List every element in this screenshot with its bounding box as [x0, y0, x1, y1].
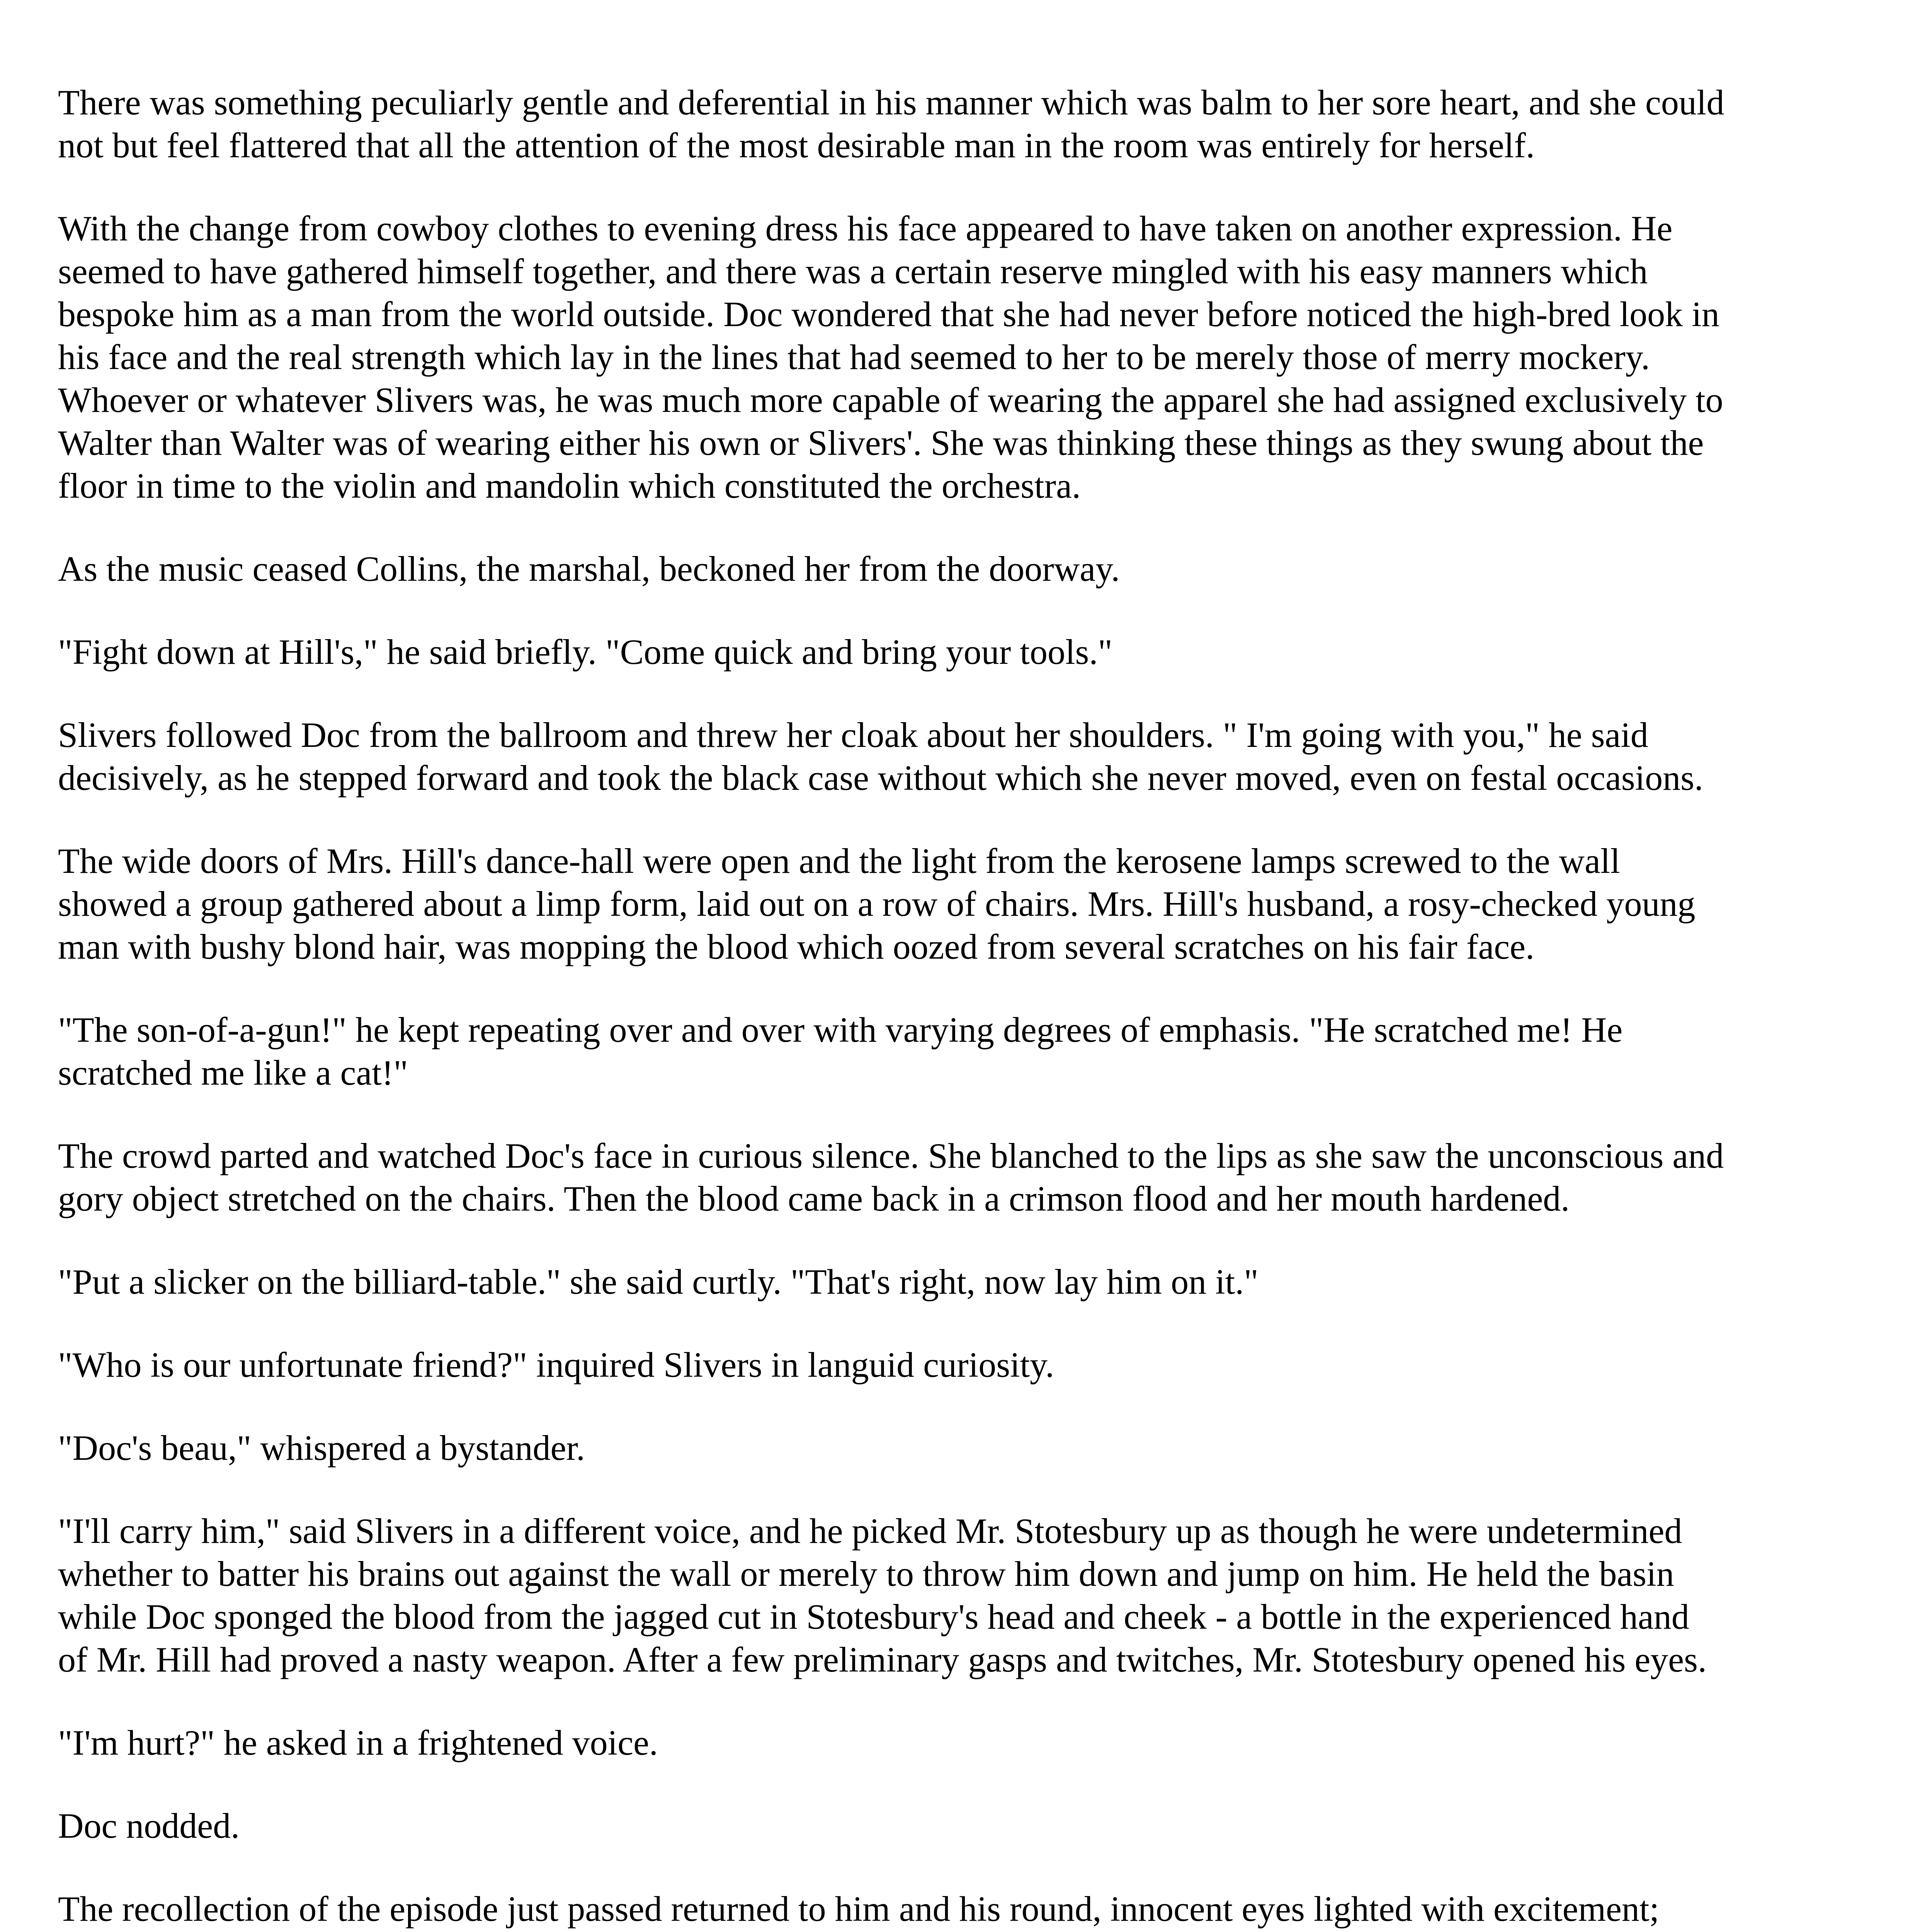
paragraph-11: "Doc's beau," whispered a bystander. [58, 1428, 585, 1468]
paragraph-15: The recollection of the episode just passed returned to him and his round, innocent eyes lighted with excitement; [58, 1889, 1659, 1929]
paragraph-3: As the music ceased Collins, the marshal, beckoned her from the doorway. [58, 549, 1120, 588]
paragraph-4: "Fight down at Hill's," he said briefly. "Come quick and bring your tools." [58, 632, 1112, 672]
paragraph-6: The wide doors of Mrs. Hill's dance-hall were open and the light from the kerosene lamps screwed to the wall showed a group gathered about a limp form, laid out on a row of chairs. Mrs. Hill's husband, a rosy-checked young man with bushy blond hair, was mopping the blood which oozed from several scratches on his fair face. [58, 841, 1696, 966]
paragraph-1: There was something peculiarly gentle and deferential in his manner which was balm to her sore heart, and she could not but feel flattered that all the attention of the most desirable man in the room was entirely for herself. [58, 83, 1725, 165]
paragraph-8: The crowd parted and watched Doc's face in curious silence. She blanched to the lips as she saw the unconscious and gory object stretched on the chairs. Then the blood came back in a crimson flood and her mouth hardened. [58, 1136, 1724, 1218]
document-page [58, 81, 1727, 1932]
paragraph-2: With the change from cowboy clothes to evening dress his face appeared to have taken on another expression. He seemed to have gathered himself together, and there was a certain reserve mingled with his easy manners which bespoke him as a man from the world outside. Doc wondered that she had never before noticed the high-bred look in his face and the real strength which lay in the lines that had seemed to her to be merely those of merry mockery. Whoever or whatever Slivers was, he was much more capable of wearing the apparel she had assigned exclusively to Walter than Walter was of wearing either his own or Slivers'. She was thinking these things as they swung about the floor in time to the violin and mandolin which constituted the orchestra. [58, 209, 1723, 505]
paragraph-7: "The son-of-a-gun!" he kept repeating over and over with varying degrees of emphasis. "He scratched me! He scratched me like a cat!" [58, 1010, 1623, 1092]
paragraph-12: "I'll carry him," said Slivers in a different voice, and he picked Mr. Stotesbury up as though he were undetermined whether to batter his brains out against the wall or merely to throw him down and jump on him. He held the basin while Doc sponged the blood from the jagged cut in Stotesbury's head and cheek - a bottle in the experienced hand of Mr. Hill had proved a nasty weapon. After a few preliminary gasps and twitches, Mr. Stotesbury opened his eyes. [58, 1511, 1707, 1679]
paragraph-10: "Who is our unfortunate friend?" inquired Slivers in languid curiosity. [58, 1345, 1054, 1384]
paragraph-5: Slivers followed Doc from the ballroom and threw her cloak about her shoulders. " I'm going with you," he said decisively, as he stepped forward and took the black case without which she never moved, even on festal occasions. [58, 715, 1703, 798]
paragraph-13: "I'm hurt?" he asked in a frightened voice. [58, 1723, 658, 1762]
paragraph-9: "Put a slicker on the billiard-table." she said curtly. "That's right, now lay him on it." [58, 1262, 1259, 1301]
paragraph-14: Doc nodded. [58, 1806, 240, 1845]
